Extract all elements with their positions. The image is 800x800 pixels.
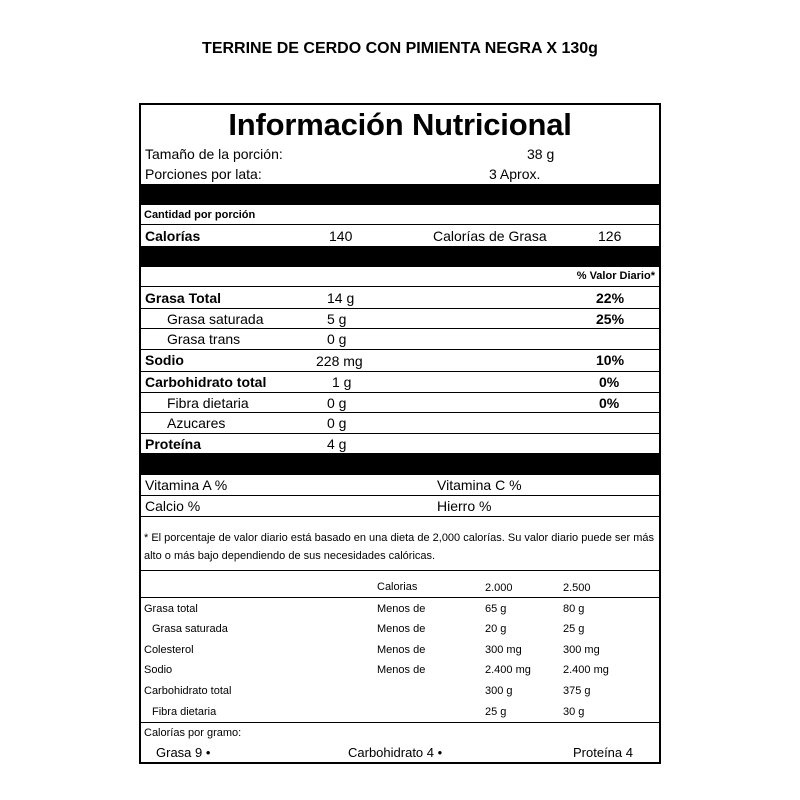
nutrient-amount: 1 g xyxy=(332,374,352,390)
calories-from-fat-label: Calorías de Grasa xyxy=(433,228,547,244)
hierro: Hierro % xyxy=(437,498,492,514)
ref-value-2500: 2.400 mg xyxy=(563,664,609,676)
ref-name: Fibra dietaria xyxy=(152,706,217,718)
nutrient-name: Sodio xyxy=(145,352,184,368)
divider xyxy=(141,224,659,225)
nutrition-facts-label xyxy=(139,103,661,764)
nutrient-daily-value: 0% xyxy=(599,395,620,411)
divider xyxy=(141,392,659,393)
ref-value-2500: 25 g xyxy=(563,623,585,635)
nutrient-amount: 4 g xyxy=(327,436,347,452)
divider xyxy=(141,412,659,413)
thick-divider xyxy=(141,453,659,475)
ref-value-2500: 30 g xyxy=(563,706,585,718)
nutrient-name: Grasa Total xyxy=(145,290,221,306)
nutrient-amount: 5 g xyxy=(327,311,347,327)
nutrient-name: Carbohidrato total xyxy=(145,374,267,390)
nutrient-daily-value: 22% xyxy=(596,290,625,306)
label-heading: Información Nutricional xyxy=(228,107,572,142)
vitamin-c: Vitamina C % xyxy=(437,477,522,493)
vitamin-a: Vitamina A % xyxy=(145,477,228,493)
divider xyxy=(141,722,659,723)
ref-value-2500: 80 g xyxy=(563,603,585,615)
serving-size-value: 38 g xyxy=(527,146,555,162)
divider xyxy=(141,495,659,496)
calories-from-fat-value: 126 xyxy=(598,228,622,244)
divider xyxy=(141,349,659,350)
ref-header-label: Calorias xyxy=(377,581,418,593)
nutrient-name: Grasa saturada xyxy=(167,311,264,327)
nutrient-amount: 14 g xyxy=(327,290,355,306)
divider xyxy=(141,371,659,372)
footnote: * El porcentaje de valor diario está basado en una dieta de 2,000 calorías. Su valor diario puede ser más alto o más bajo dependiendo de sus necesidades calóricas. xyxy=(144,532,654,562)
amount-per-serving: Cantidad por porción xyxy=(144,209,256,221)
calories-value: 140 xyxy=(329,228,353,244)
ref-qualifier: Menos de xyxy=(377,623,426,635)
ref-value-2000: 20 g xyxy=(485,623,507,635)
ref-value-2000: 300 mg xyxy=(485,644,522,656)
nutrient-daily-value: 10% xyxy=(596,352,625,368)
thick-divider xyxy=(141,184,659,205)
divider xyxy=(141,308,659,309)
ref-name: Sodio xyxy=(144,664,173,676)
ref-value-2500: 300 mg xyxy=(563,644,600,656)
divider xyxy=(141,286,659,287)
nutrient-name: Azucares xyxy=(167,415,226,431)
ref-value-2000: 300 g xyxy=(485,685,513,697)
divider xyxy=(141,433,659,434)
nutrient-name: Grasa trans xyxy=(167,331,241,347)
calories-per-gram-carb: Carbohidrato 4 • xyxy=(348,745,443,760)
divider xyxy=(141,570,659,571)
nutrient-amount: 228 mg xyxy=(316,353,363,369)
serving-size-label: Tamaño de la porción: xyxy=(145,146,283,162)
nutrient-name: Fibra dietaria xyxy=(167,395,249,411)
ref-value-2500: 375 g xyxy=(563,685,591,697)
ref-qualifier: Menos de xyxy=(377,603,426,615)
product-title: TERRINE DE CERDO CON PIMIENTA NEGRA X 130g xyxy=(202,40,598,57)
divider xyxy=(141,516,659,517)
ref-header-2500: 2.500 xyxy=(563,582,591,594)
ref-header-2000: 2.000 xyxy=(485,582,513,594)
nutrient-daily-value: 0% xyxy=(599,374,620,390)
calories-per-gram-protein: Proteína 4 xyxy=(573,745,633,760)
servings-per-can-value: 3 Aprox. xyxy=(489,166,541,182)
nutrient-amount: 0 g xyxy=(327,395,347,411)
calories-label: Calorías xyxy=(145,228,201,244)
servings-per-can-label: Porciones por lata: xyxy=(145,166,262,182)
nutrient-amount: 0 g xyxy=(327,331,347,347)
ref-value-2000: 65 g xyxy=(485,603,507,615)
daily-value-header: % Valor Diario* xyxy=(576,270,655,282)
nutrient-daily-value: 25% xyxy=(596,311,625,327)
divider xyxy=(141,597,659,598)
ref-value-2000: 2.400 mg xyxy=(485,664,531,676)
thick-divider xyxy=(141,246,659,267)
calcio: Calcio % xyxy=(145,498,201,514)
ref-qualifier: Menos de xyxy=(377,644,426,656)
calories-per-gram-fat: Grasa 9 • xyxy=(156,745,211,760)
ref-name: Carbohidrato total xyxy=(144,685,232,697)
ref-value-2000: 25 g xyxy=(485,706,507,718)
ref-qualifier: Menos de xyxy=(377,664,426,676)
calories-per-gram-label: Calorías por gramo: xyxy=(144,727,242,739)
ref-name: Colesterol xyxy=(144,644,194,656)
ref-name: Grasa saturada xyxy=(152,623,228,635)
nutrient-amount: 0 g xyxy=(327,415,347,431)
divider xyxy=(141,328,659,329)
ref-name: Grasa total xyxy=(144,603,198,615)
nutrient-name: Proteína xyxy=(145,436,202,452)
